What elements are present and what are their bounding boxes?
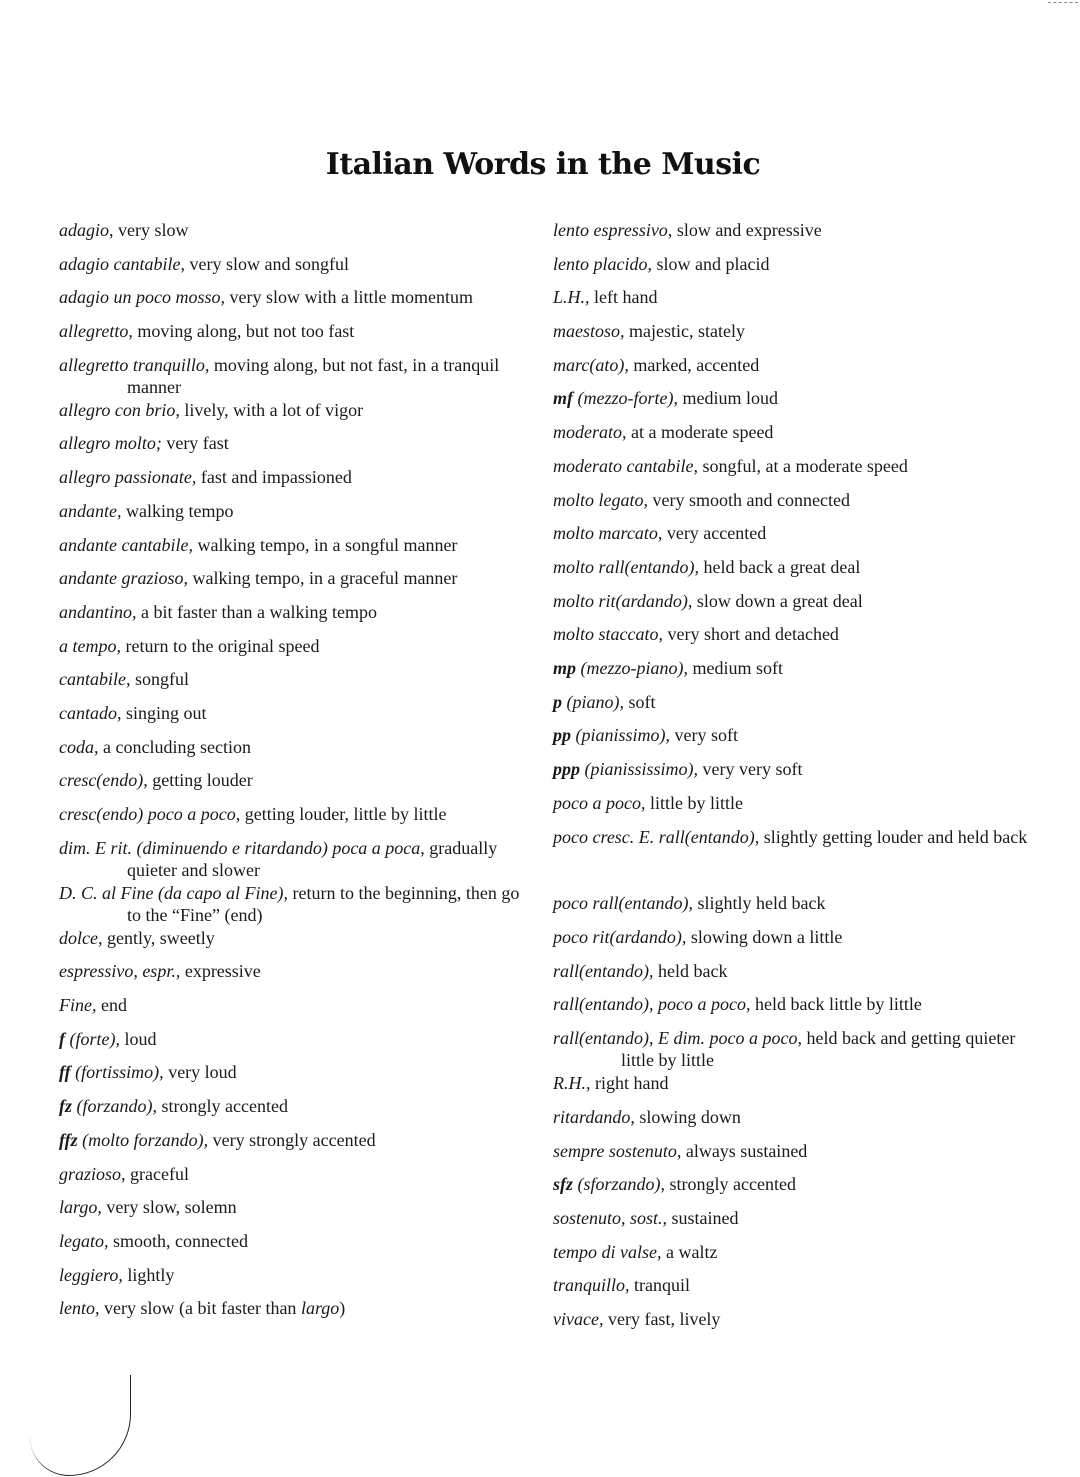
glossary-term: moderato cantabile, bbox=[553, 455, 698, 476]
glossary-entry bbox=[553, 652, 1043, 686]
glossary-entry bbox=[553, 787, 1043, 821]
glossary-entry bbox=[59, 922, 537, 956]
glossary-term: poco cresc. E. rall(entando), bbox=[553, 827, 760, 848]
glossary-entry bbox=[553, 517, 1043, 551]
glossary-definition: very slow bbox=[113, 220, 189, 240]
glossary-entry bbox=[59, 1292, 537, 1326]
glossary-term-text: (pianissimo), bbox=[571, 725, 670, 746]
glossary-term: D. C. al Fine (da capo al Fine), bbox=[59, 882, 288, 903]
dynamic-mark: ppp bbox=[553, 759, 580, 779]
glossary-definition: held back bbox=[653, 960, 728, 981]
glossary-definition: very strongly accented bbox=[208, 1129, 376, 1150]
glossary-definition: smooth, connected bbox=[108, 1230, 248, 1251]
glossary-definition-italic: largo bbox=[300, 1298, 340, 1319]
glossary-definition: end bbox=[96, 995, 127, 1016]
glossary-entry bbox=[553, 281, 1043, 315]
glossary-term: poco rit(ardando), bbox=[553, 927, 687, 948]
glossary-entry bbox=[553, 1269, 1043, 1303]
glossary-entry bbox=[59, 281, 537, 315]
glossary-entry bbox=[59, 596, 537, 630]
glossary-definition: strongly accented bbox=[665, 1174, 796, 1195]
glossary-term: dolce, bbox=[59, 927, 103, 948]
glossary-entry bbox=[553, 1135, 1043, 1169]
glossary-definition: singing out bbox=[121, 702, 207, 723]
glossary-definition: fast and impassioned bbox=[196, 467, 352, 488]
dynamic-mark: mf bbox=[553, 388, 573, 409]
dynamic-mark: pp bbox=[553, 725, 571, 746]
glossary-entry bbox=[553, 955, 1043, 989]
glossary-entry bbox=[553, 450, 1043, 484]
glossary-entry bbox=[553, 1022, 1043, 1071]
glossary-entry bbox=[59, 427, 537, 461]
glossary-term: lento placido, bbox=[553, 253, 652, 274]
glossary-term-text: (fortissimo), bbox=[70, 1062, 164, 1083]
glossary-term: rall(entando), bbox=[553, 960, 654, 981]
glossary-entry bbox=[59, 663, 537, 697]
glossary-entry bbox=[59, 315, 537, 349]
glossary-definition: left hand bbox=[589, 287, 658, 308]
glossary-term: sostenuto, sost., bbox=[553, 1207, 668, 1228]
glossary-term: grazioso, bbox=[59, 1163, 126, 1184]
glossary-term bbox=[553, 725, 670, 745]
glossary-definition: walking tempo bbox=[121, 500, 234, 521]
glossary-term bbox=[59, 1130, 208, 1150]
glossary-term: cantabile, bbox=[59, 669, 131, 690]
glossary-entry bbox=[553, 753, 1043, 787]
glossary-term: maestoso, bbox=[553, 321, 625, 342]
glossary-left-column bbox=[59, 214, 537, 1326]
glossary-entry bbox=[553, 382, 1043, 416]
glossary-term: lento espressivo, bbox=[553, 220, 673, 240]
scan-arc-mark bbox=[30, 1375, 131, 1476]
glossary-definition: lightly bbox=[122, 1264, 175, 1285]
glossary-definition: medium soft bbox=[688, 657, 783, 678]
glossary-entry bbox=[59, 1225, 537, 1259]
glossary-entry bbox=[59, 1090, 537, 1124]
glossary-entry bbox=[59, 989, 537, 1023]
glossary-entry bbox=[59, 1023, 537, 1057]
glossary-definition: slowing down bbox=[634, 1106, 741, 1127]
glossary-entry bbox=[59, 832, 537, 880]
glossary-term-text: (piano), bbox=[562, 691, 624, 712]
glossary-entry bbox=[553, 585, 1043, 619]
glossary-term: andante, bbox=[59, 500, 122, 521]
glossary-term: adagio cantabile, bbox=[59, 253, 185, 274]
glossary-term: dim. E rit. (diminuendo e ritardando) poca a poca, bbox=[59, 837, 425, 858]
glossary-entry bbox=[59, 461, 537, 495]
glossary-entry bbox=[553, 1168, 1043, 1202]
glossary-entry bbox=[553, 1303, 1043, 1337]
glossary-term: allegretto, bbox=[59, 321, 133, 342]
glossary-entry bbox=[59, 562, 537, 596]
glossary-term: molto rit(ardando), bbox=[553, 590, 693, 611]
glossary-term: andantino, bbox=[59, 601, 137, 622]
glossary-entry bbox=[59, 214, 537, 248]
glossary-definition: strongly accented bbox=[157, 1096, 288, 1117]
glossary-term: andante grazioso, bbox=[59, 568, 189, 589]
glossary-entry bbox=[553, 214, 1043, 248]
glossary-entry bbox=[553, 416, 1043, 450]
glossary-definition: slow and placid bbox=[651, 253, 770, 274]
glossary-definition: expressive bbox=[180, 961, 261, 982]
glossary-definition: gently, sweetly bbox=[102, 927, 215, 948]
glossary-term-text: (sforzando), bbox=[573, 1174, 666, 1195]
glossary-term: molto rall(entando), bbox=[553, 556, 699, 577]
glossary-definition: moving along, but not too fast bbox=[132, 321, 355, 342]
glossary-term bbox=[553, 692, 624, 712]
glossary-term: adagio, bbox=[59, 220, 114, 240]
dynamic-mark: f bbox=[59, 1028, 65, 1049]
glossary-definition: a concluding section bbox=[98, 736, 251, 757]
glossary-entry bbox=[59, 877, 537, 925]
glossary-definition: marked, accented bbox=[628, 354, 760, 375]
glossary-term: poco rall(entando), bbox=[553, 893, 693, 914]
glossary-term: molto staccato, bbox=[553, 624, 663, 645]
glossary-entry bbox=[553, 719, 1043, 753]
glossary-term: a tempo, bbox=[59, 635, 121, 656]
glossary-entry bbox=[59, 349, 537, 397]
glossary-definition: slightly getting louder and held back bbox=[759, 827, 1028, 848]
glossary-definition: very slow (a bit faster than bbox=[99, 1298, 301, 1319]
glossary-definition: return to the beginning, then go to the “Fine” (end) bbox=[127, 882, 520, 925]
page-title: Italian Words in the Music bbox=[325, 147, 761, 182]
glossary-definition: very fast bbox=[161, 433, 229, 454]
glossary-definition: getting louder, little by little bbox=[240, 804, 447, 824]
glossary-definition: sustained bbox=[667, 1207, 739, 1228]
glossary-definition: tranquil bbox=[629, 1275, 691, 1296]
glossary-term-text: (forzando), bbox=[72, 1096, 157, 1117]
glossary-entry bbox=[59, 248, 537, 282]
glossary-term: espressivo, espr., bbox=[59, 961, 181, 982]
glossary-entry bbox=[553, 248, 1043, 282]
glossary-definition: a bit faster than a walking tempo bbox=[136, 601, 377, 622]
glossary-definition: walking tempo, in a graceful manner bbox=[188, 568, 458, 589]
glossary-entry bbox=[59, 798, 537, 832]
glossary-entry bbox=[553, 349, 1043, 383]
glossary-right-column bbox=[553, 214, 1043, 1337]
glossary-term: adagio un poco mosso, bbox=[59, 287, 225, 308]
glossary-entry bbox=[59, 1124, 537, 1158]
glossary-entry bbox=[553, 551, 1043, 585]
dynamic-mark: p bbox=[553, 691, 562, 712]
glossary-term: legato, bbox=[59, 1230, 109, 1251]
glossary-definition: held back a great deal bbox=[699, 556, 861, 577]
glossary-definition: very fast, lively bbox=[603, 1308, 721, 1329]
glossary-term bbox=[553, 388, 678, 408]
glossary-term: rall(entando), poco a poco, bbox=[553, 994, 751, 1015]
glossary-term bbox=[59, 1029, 120, 1049]
scan-corner-mark bbox=[1048, 2, 1078, 3]
glossary-definition: songful, at a moderate speed bbox=[697, 455, 908, 476]
glossary-definition: right hand bbox=[590, 1073, 669, 1094]
glossary-entry bbox=[553, 1236, 1043, 1270]
glossary-definition: very accented bbox=[662, 523, 767, 544]
dynamic-mark: ff bbox=[59, 1062, 71, 1083]
glossary-entry bbox=[553, 484, 1043, 518]
glossary-entry bbox=[553, 1067, 1043, 1101]
glossary-term-text: (forte), bbox=[65, 1028, 120, 1049]
glossary-term: Fine, bbox=[59, 995, 97, 1016]
glossary-definition: very slow, solemn bbox=[101, 1197, 237, 1218]
glossary-entry bbox=[553, 887, 1043, 921]
glossary-definition: soft bbox=[624, 691, 656, 712]
glossary-definition: held back little by little bbox=[750, 994, 922, 1015]
glossary-definition: slowing down a little bbox=[686, 927, 843, 948]
dynamic-mark: sfz bbox=[553, 1174, 574, 1195]
glossary-definition: a waltz bbox=[661, 1241, 718, 1262]
glossary-term: andante cantabile, bbox=[59, 534, 193, 555]
glossary-entry bbox=[553, 1101, 1043, 1135]
glossary-definition: majestic, stately bbox=[624, 321, 745, 342]
glossary-entry bbox=[553, 686, 1043, 720]
glossary-entry bbox=[553, 618, 1043, 652]
glossary-term bbox=[553, 1174, 665, 1194]
glossary-term: rall(entando), E dim. poco a poco, bbox=[553, 1028, 802, 1049]
glossary-definition: slightly held back bbox=[692, 893, 826, 914]
glossary-definition: loud bbox=[119, 1028, 157, 1049]
glossary-definition: getting louder bbox=[147, 770, 253, 791]
glossary-term: L.H., bbox=[553, 287, 590, 308]
glossary-entry bbox=[59, 1191, 537, 1225]
glossary-definition: return to the original speed bbox=[121, 635, 320, 656]
glossary-term: cresc(endo) poco a poco, bbox=[59, 804, 241, 824]
glossary-definition: very short and detached bbox=[663, 624, 839, 645]
glossary-definition: very slow and songful bbox=[184, 253, 349, 274]
glossary-term bbox=[553, 658, 688, 678]
glossary-term: vivace, bbox=[553, 1308, 604, 1329]
glossary-definition: very loud bbox=[163, 1062, 237, 1083]
glossary-definition: little by little bbox=[645, 792, 743, 813]
glossary-entry bbox=[59, 1158, 537, 1192]
glossary-term: allegro passionate, bbox=[59, 467, 197, 488]
glossary-entry bbox=[553, 988, 1043, 1022]
glossary-definition: walking tempo, in a songful manner bbox=[192, 534, 458, 555]
dynamic-mark: ffz bbox=[59, 1129, 78, 1150]
glossary-entry bbox=[59, 495, 537, 529]
glossary-definition: songful bbox=[130, 669, 189, 690]
glossary-entry bbox=[59, 697, 537, 731]
glossary-entry bbox=[59, 1259, 537, 1293]
glossary-term: cresc(endo), bbox=[59, 770, 148, 791]
glossary-term: cantado, bbox=[59, 702, 122, 723]
glossary-definition: graceful bbox=[125, 1163, 189, 1184]
glossary-term: tranquillo, bbox=[553, 1275, 630, 1296]
glossary-entry bbox=[59, 394, 537, 428]
glossary-term: poco a poco, bbox=[553, 792, 646, 813]
glossary-definition: very smooth and connected bbox=[648, 489, 850, 510]
glossary-term: moderato, bbox=[553, 422, 627, 443]
glossary-term: allegretto tranquillo, bbox=[59, 354, 210, 375]
dynamic-mark: mp bbox=[553, 657, 577, 678]
glossary-definition: lively, with a lot of vigor bbox=[179, 399, 364, 420]
glossary-definition: very very soft bbox=[698, 759, 803, 779]
glossary-term bbox=[59, 1062, 164, 1082]
glossary-entry bbox=[59, 1056, 537, 1090]
glossary-definition-end: ) bbox=[339, 1298, 346, 1319]
glossary-entry bbox=[59, 529, 537, 563]
glossary-definition: at a moderate speed bbox=[626, 422, 774, 443]
glossary-definition: gradually quieter and slower bbox=[127, 837, 498, 880]
glossary-term bbox=[59, 1096, 157, 1116]
glossary-entry bbox=[59, 955, 537, 989]
glossary-definition: very slow with a little momentum bbox=[225, 287, 473, 308]
glossary-definition: always sustained bbox=[681, 1140, 808, 1161]
glossary-term-text: (mezzo-forte), bbox=[573, 388, 678, 409]
glossary-term bbox=[553, 759, 698, 779]
glossary-definition: very soft bbox=[670, 725, 738, 746]
dynamic-mark: fz bbox=[59, 1096, 72, 1117]
glossary-entry bbox=[59, 764, 537, 798]
glossary-term-text: (molto forzando), bbox=[77, 1129, 209, 1150]
glossary-entry bbox=[553, 820, 1043, 887]
glossary-term: largo, bbox=[59, 1197, 102, 1218]
glossary-term: ritardando, bbox=[553, 1106, 635, 1127]
glossary-entry bbox=[553, 1202, 1043, 1236]
glossary-definition: moving along, but not fast, in a tranquil manner bbox=[127, 354, 500, 397]
glossary-term: R.H., bbox=[553, 1073, 591, 1094]
glossary-term: marc(ato), bbox=[553, 354, 629, 375]
glossary-definition: slow and expressive bbox=[672, 220, 822, 240]
glossary-term: lento, bbox=[59, 1298, 100, 1319]
glossary-term: allegro con brio, bbox=[59, 399, 180, 420]
glossary-term: tempo di valse, bbox=[553, 1241, 662, 1262]
glossary-definition: held back and getting quieter little by little bbox=[621, 1028, 1016, 1071]
glossary-entry bbox=[59, 630, 537, 664]
glossary-entry bbox=[59, 731, 537, 765]
glossary-term-text: (pianississimo), bbox=[580, 759, 699, 779]
glossary-term: coda, bbox=[59, 736, 99, 757]
glossary-term: molto legato, bbox=[553, 489, 648, 510]
glossary-entry bbox=[553, 921, 1043, 955]
glossary-definition: medium loud bbox=[677, 388, 778, 409]
glossary-term: sempre sostenuto, bbox=[553, 1140, 682, 1161]
glossary-term: allegro molto; bbox=[59, 433, 162, 454]
glossary-definition: slow down a great deal bbox=[692, 590, 863, 611]
glossary-entry bbox=[553, 315, 1043, 349]
glossary-term: molto marcato, bbox=[553, 523, 663, 544]
glossary-term-text: (mezzo-piano), bbox=[576, 657, 688, 678]
glossary-term: leggiero, bbox=[59, 1264, 123, 1285]
